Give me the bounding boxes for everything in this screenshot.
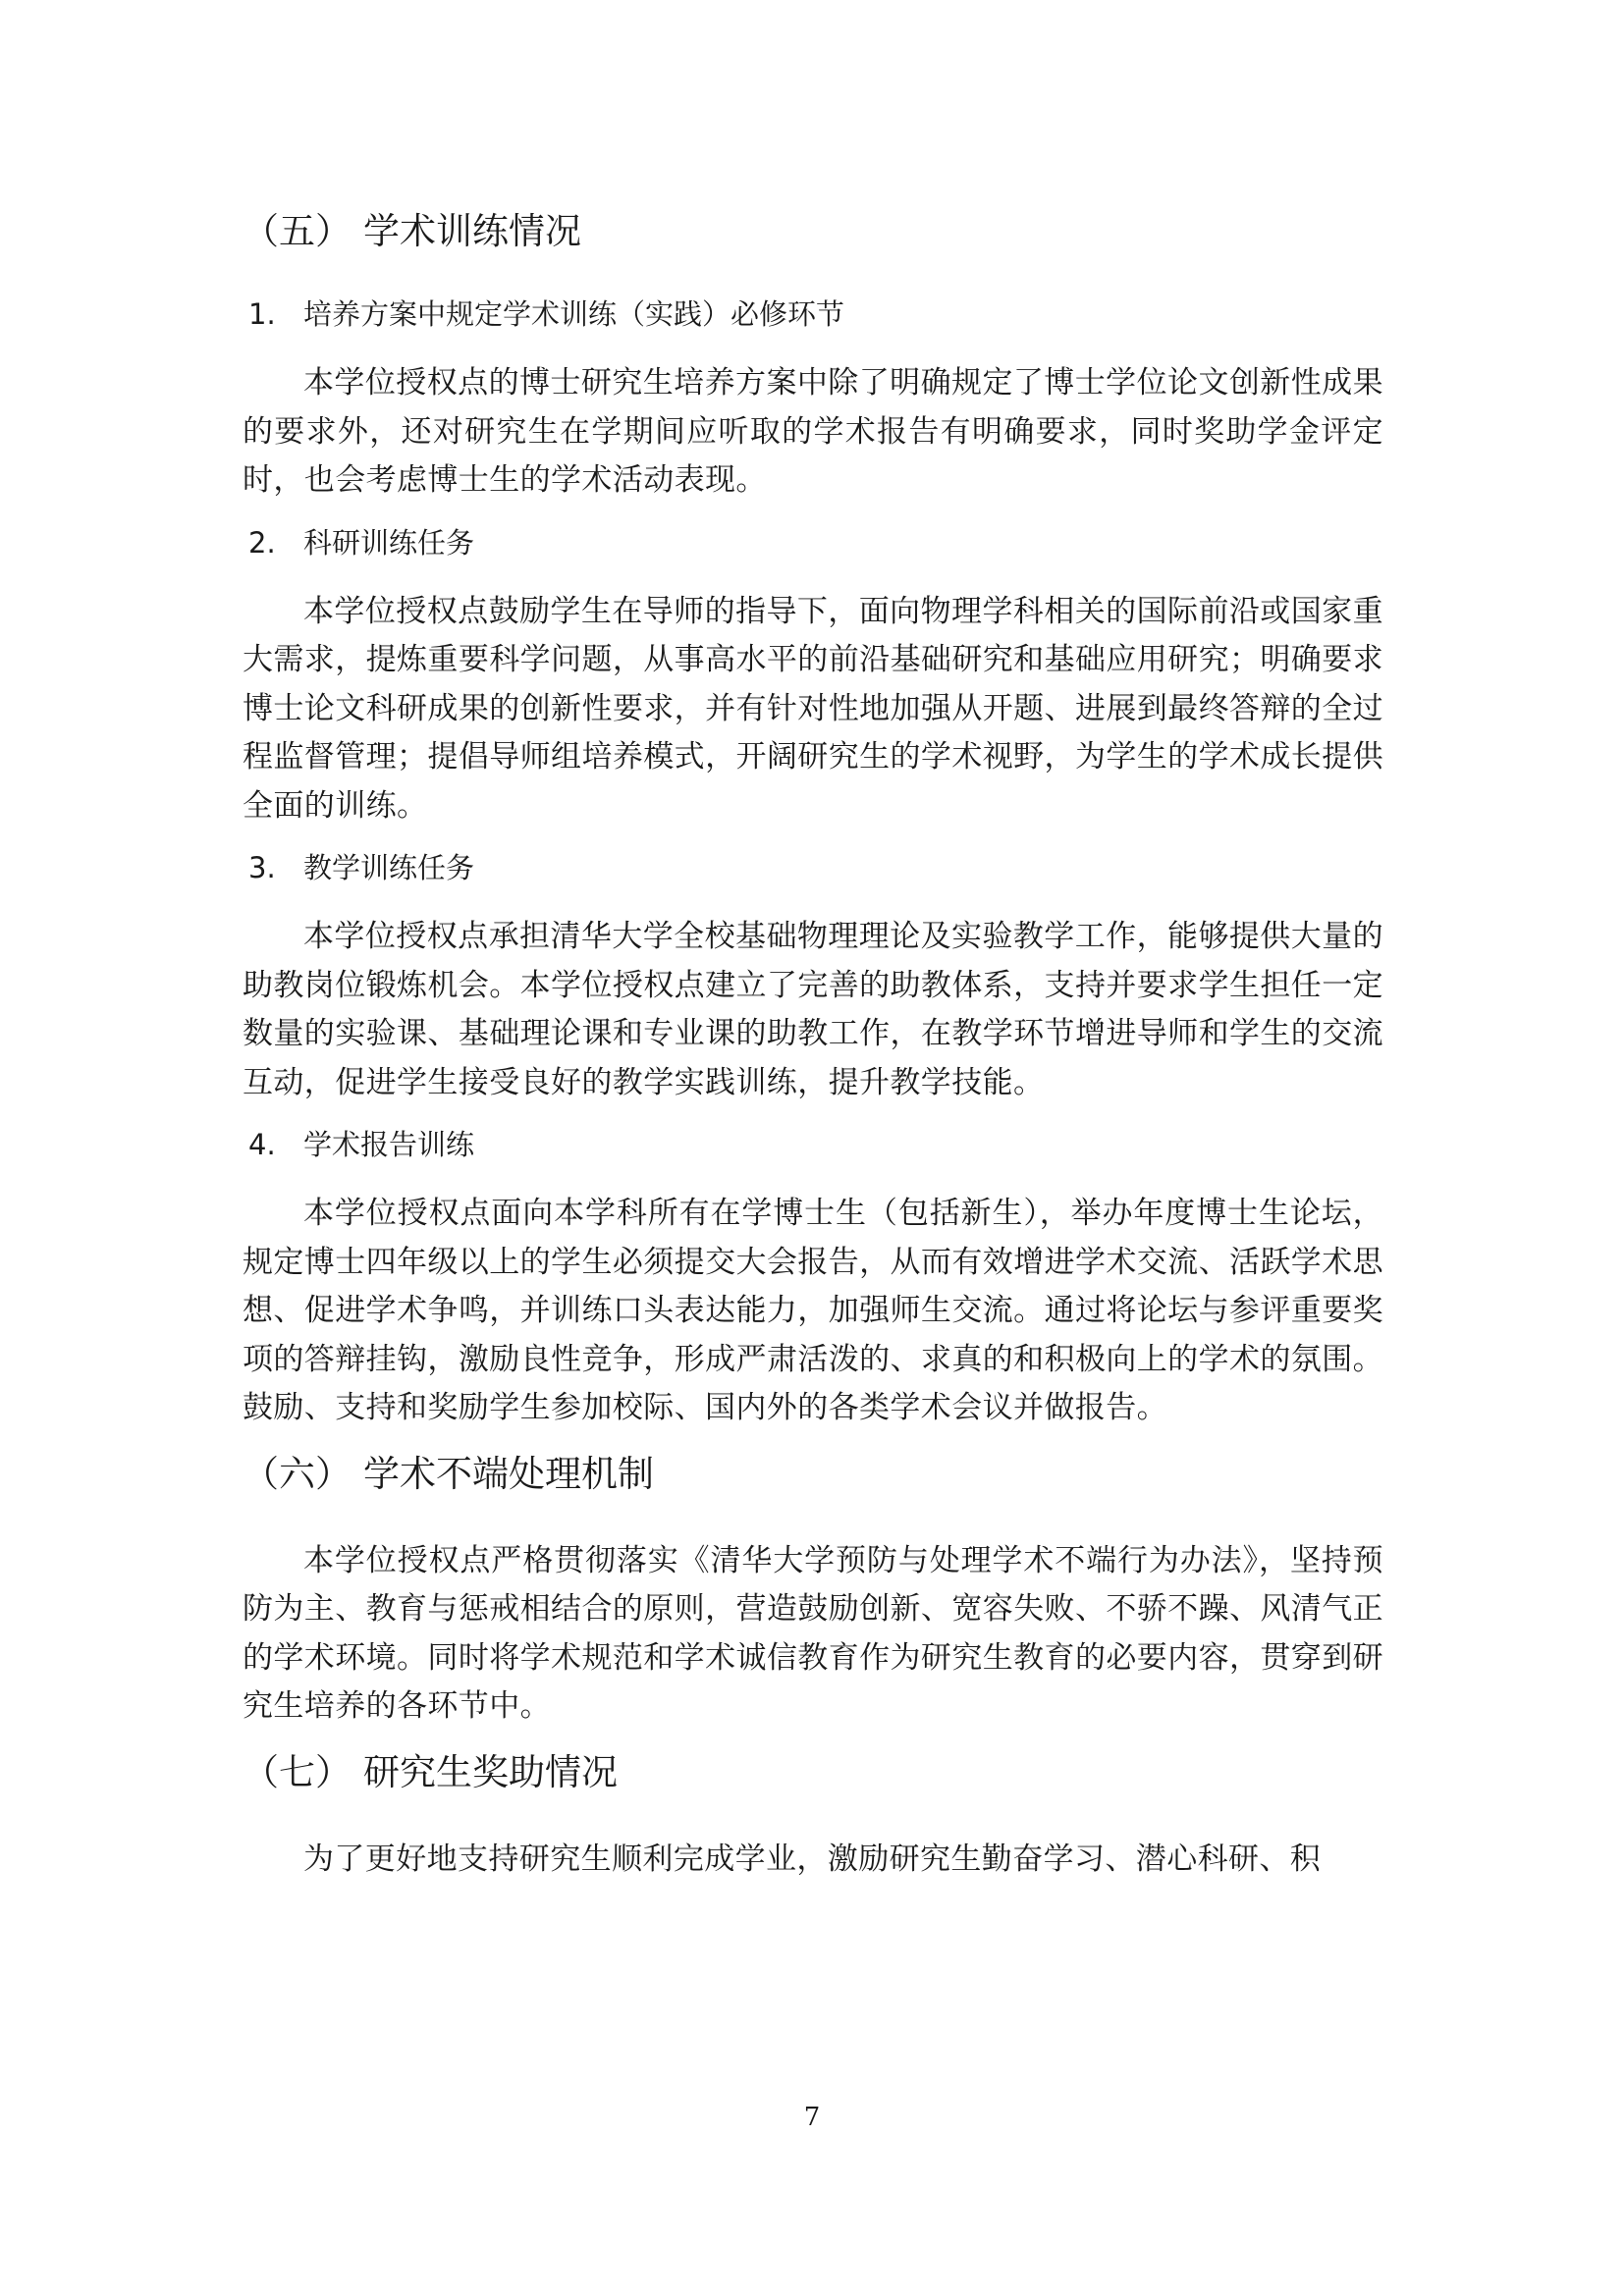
subsection-heading-1 <box>243 294 1383 334</box>
subsection-heading-4 <box>243 1125 1383 1164</box>
subsection-number: 4. <box>248 1128 276 1161</box>
subsection-heading-2 <box>243 523 1383 562</box>
section-number: （六） <box>243 1452 352 1495</box>
paragraph: 为了更好地支持研究生顺利完成学业，激励研究生勤奋学习、潜心科研、积 <box>303 1841 1322 1877</box>
subsection-title: 学术报告训练 <box>303 1128 475 1161</box>
subsection-number: 1. <box>248 297 276 331</box>
section-title: 学术不端处理机制 <box>363 1452 654 1495</box>
section-title: 研究生奖助情况 <box>363 1750 618 1793</box>
paragraph: 本学位授权点鼓励学生在导师的指导下，面向物理学科相关的国际前沿或国家重大需求，提炼重要科学问题，从事高水平的前沿基础研究和基础应用研究；明确要求博士论文科研成果的创新性要求，并有针对性地加强从开题、进展到最终答辩的全过程监督管理；提倡导师组培养模式，开阔研究生的学术视野，为学生的学术成长提供全面的训练。 <box>243 593 1383 824</box>
section-heading-6 <box>243 1451 1383 1498</box>
section-title: 学术训练情况 <box>363 210 581 252</box>
paragraph: 本学位授权点严格贯彻落实《清华大学预防与处理学术不端行为办法》，坚持预防为主、教育与惩戒相结合的原则，营造鼓励创新、宽容失败、不骄不躁、风清气正的学术环境。同时将学术规范和学术诚信教育作为研究生教育的必要内容，贯穿到研究生培养的各环节中。 <box>243 1542 1383 1724</box>
section-heading-5 <box>243 208 1383 255</box>
subsection-title: 培养方案中规定学术训练（实践）必修环节 <box>303 297 845 331</box>
subsection-title: 教学训练任务 <box>303 851 475 884</box>
subsection-number: 2. <box>248 525 276 560</box>
section-heading-7 <box>243 1749 1383 1796</box>
section-number: （五） <box>243 210 352 252</box>
paragraph: 本学位授权点面向本学科所有在学博士生（包括新生），举办年度博士生论坛，规定博士四年级以上的学生必须提交大会报告，从而有效增进学术交流、活跃学术思想、促进学术争鸣，并训练口头表达能力，加强师生交流。通过将论坛与参评重要奖项的答辩挂钩，激励良性竞争，形成严肃活泼的、求真的和积极向上的学术的氛围。鼓励、支持和奖励学生参加校际、国内外的各类学术会议并做报告。 <box>243 1196 1383 1425</box>
subsection-number: 3. <box>248 851 276 884</box>
subsection-heading-3 <box>243 848 1383 887</box>
paragraph: 本学位授权点的博士研究生培养方案中除了明确规定了博士学位论文创新性成果的要求外，还对研究生在学期间应听取的学术报告有明确要求，同时奖助学金评定时，也会考虑博士生的学术活动表现。 <box>243 365 1383 498</box>
subsection-title: 科研训练任务 <box>303 525 475 560</box>
page-content <box>243 208 1383 1901</box>
paragraph: 本学位授权点承担清华大学全校基础物理理论及实验教学工作，能够提供大量的助教岗位锻炼机会。本学位授权点建立了完善的助教体系，支持并要求学生担任一定数量的实验课、基础理论课和专业课的助教工作，在教学环节增进导师和学生的交流互动，促进学生接受良好的教学实践训练，提升教学技能。 <box>243 919 1383 1100</box>
page-number: 7 <box>803 2103 821 2132</box>
section-number: （七） <box>243 1750 352 1793</box>
